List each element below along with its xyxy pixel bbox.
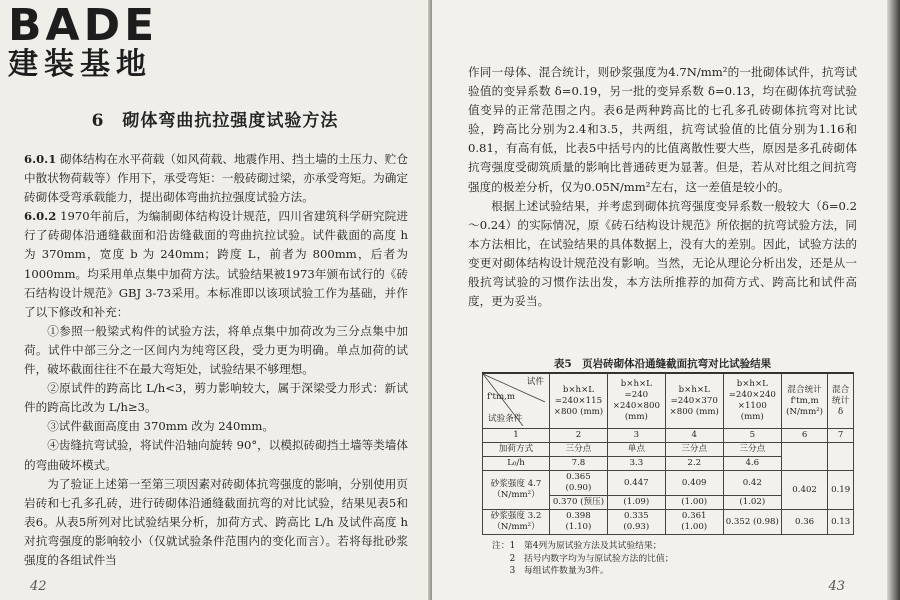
table-cell: 0.365 (0.90) xyxy=(550,471,608,496)
table-cell-empty xyxy=(828,443,854,471)
clause-number: 6.0.2 xyxy=(24,209,57,224)
column-header: b×h×L =240×240 ×1100 (mm) xyxy=(723,373,781,429)
table-cell: 0.447 xyxy=(607,471,665,496)
note-line: 3 每组试件数量为3件。 xyxy=(492,566,609,576)
clause-text: 砌体结构在水平荷载（如风荷载、地震作用、挡土墙的土压力、贮仓中散状物荷载等）作用下，承受弯矩：一般砖砌过梁，亦承受弯矩。为确定砖砌体受弯承载能力，提出砌体弯曲抗拉强度试验方法。 xyxy=(24,152,408,205)
page-edge xyxy=(887,0,900,600)
table-cell: 0.19 xyxy=(828,471,854,510)
table-row xyxy=(483,429,854,443)
table-cell: 0.409 xyxy=(665,471,723,496)
row-label: 砂浆强度 3.2（N/mm²） xyxy=(483,510,550,535)
table-cell: (1.09) xyxy=(607,496,665,510)
table-cell: 0.370 (预压) xyxy=(550,496,608,510)
page-number-left: 42 xyxy=(30,579,47,594)
logo-text-cn: 建装基地 xyxy=(8,47,152,82)
table-cell: 0.335 (0.93) xyxy=(607,510,665,535)
table-cell: 3.3 xyxy=(607,457,665,471)
table-cell: 7.8 xyxy=(550,457,608,471)
table-cell: 0.402 xyxy=(781,471,827,510)
col-number: 4 xyxy=(665,429,723,443)
table-cell: 0.361 (1.00) xyxy=(665,510,723,535)
row-label: 砂浆强度 4.7（N/mm²） xyxy=(483,471,550,510)
col-number: 6 xyxy=(781,429,827,443)
list-item-3: ③试件截面高度由 370mm 改为 240mm。 xyxy=(47,419,275,434)
table-cell: 0.13 xyxy=(828,510,854,535)
table-row xyxy=(483,443,854,457)
table-5 xyxy=(482,372,854,535)
clause-6-0-1 xyxy=(24,150,408,207)
chapter-title: 6 砌体弯曲抗拉强度试验方法 xyxy=(91,111,339,131)
list-item-1: ①参照一般梁式构件的试验方法，将单点集中加荷改为三分点集中加荷。试件中部三分之一区间内为纯弯区段，受力更为明确。单点加荷的试件，破坏截面往往不在最大弯矩处，试验结果不够理想。 xyxy=(24,323,408,377)
right-body xyxy=(468,63,857,311)
column-header: 混合统计 f'tm,m (N/mm²) xyxy=(781,373,827,429)
col-number: 2 xyxy=(550,429,608,443)
row-label: L₀/h xyxy=(483,457,550,471)
table-notes xyxy=(492,540,674,578)
table-row xyxy=(483,471,854,496)
col-number: 7 xyxy=(828,429,854,443)
clause-text: 1970年前后，为编制砌体结构设计规范，四川省建筑科学研究院进行了砖砌体沿通缝截面和沿齿缝截面的弯曲抗拉试验。试件截面的高度 h 为 370mm，宽度 b 为 240mm；跨度 L，前者为 800mm，后者为 1000mm。均采用单点集中加荷方法。试验结果被1973年颁布试行的《砖石结构设计规范》GBJ 3-73采用。本标准即以该项试验工作为基础，并作了以下修改和补充： xyxy=(24,209,408,319)
left-body xyxy=(24,150,408,570)
table-cell: 0.398 (1.10) xyxy=(550,510,608,535)
col-number: 3 xyxy=(607,429,665,443)
clause-6-0-2 xyxy=(24,207,408,322)
page-number-right: 43 xyxy=(828,579,845,594)
table-caption: 表5 页岩砖砌体沿通缝截面抗弯对比试验结果 xyxy=(553,358,772,370)
list-item-4: ④齿缝抗弯试验，将试件沿轴向旋转 90°，以模拟砖砌挡土墙等类墙体的弯曲破坏模式。 xyxy=(24,438,408,472)
column-header: b×h×L =240×370 ×800 (mm) xyxy=(665,373,723,429)
column-header: b×h×L =240×115 ×800 (mm) xyxy=(550,373,608,429)
column-header: 混合统计 δ xyxy=(828,373,854,429)
table-cell: (1.02) xyxy=(723,496,781,510)
table-cell: 4.6 xyxy=(723,457,781,471)
logo-text-en: BADE xyxy=(8,0,159,51)
bade-logo xyxy=(8,0,178,82)
table-cell: (1.00) xyxy=(665,496,723,510)
note-line: 注：1 第4列为原试验方法及其试验结果； xyxy=(492,541,662,551)
table-cell: 三分点 xyxy=(550,443,608,457)
table-cell: 2.2 xyxy=(665,457,723,471)
table-cell: 三分点 xyxy=(723,443,781,457)
paragraph: 作同一母体、混合统计，则砂浆强度为4.7N/mm²的一批砌体试件，抗弯试验值的变异系数 δ=0.19，另一批的变异系数 δ=0.13，均在砌体抗弯试验值变异的正常范围之内。表6是两种跨高比的七孔多孔砖砌体抗弯对比试验，跨高比分别为2.4和3.5，共两组，抗弯试验值的比值分别为1.16和0.81，有高有低，比表5中括号内的比值离散性要大些，原因是多孔砖砌体抗弯强度受砌筑质量的影响比普通砖更为显著。但是，若从对比组之间抗弯强度的极差分析，仅为0.05N/mm²左右，这一差值是较小的。 xyxy=(468,65,857,194)
clause-number: 6.0.1 xyxy=(24,152,57,166)
left-page xyxy=(0,0,430,600)
table-header-row xyxy=(483,373,854,429)
col-number: 5 xyxy=(723,429,781,443)
column-header: b×h×L =240 ×240×800 (mm) xyxy=(607,373,665,429)
corner-label-bottom: 试验条件 xyxy=(488,414,523,424)
corner-label-top: 试件 xyxy=(526,377,544,387)
table-row xyxy=(483,510,854,535)
row-label: 加荷方式 xyxy=(483,443,550,457)
table-corner-cell xyxy=(483,373,550,429)
table-cell: 0.42 xyxy=(723,471,781,496)
paragraph: 根据上述试验结果，并考虑到砌体抗弯强度变异系数一般较大（δ=0.2～0.24）的实际情况，原《砖石结构设计规范》所依据的抗弯试验方法，同本方法相比，在试验结果的具体数据上，没有大的差别。因此，试验方法的变更对砌体结构设计规范没有影响。当然，无论从理论分析出发，还是从一般抗弯试验的习惯作法出发，本方法所推荐的加荷方式、跨高比和试件高度，更为妥当。 xyxy=(468,198,857,309)
list-item-2: ②原试件的跨高比 L/h<3，剪力影响较大，属于深梁受力形式：新试件的跨高比改为 L/h≥3。 xyxy=(24,381,408,415)
note-line: 2 括号内数字均为与原试验方法的比值； xyxy=(492,553,674,564)
col-number: 1 xyxy=(483,429,550,443)
table-cell-empty xyxy=(781,443,827,471)
table-cell: 0.36 xyxy=(781,510,827,535)
closing-paragraph: 为了验证上述第一至第三项因素对砖砌体抗弯强度的影响，分别使用页岩砖和七孔多孔砖，进行砖砌体沿通缝截面抗弯的对比试验，结果见表5和表6。从表5所列对比试验结果分析，加荷方式、跨高比 L/h 及试件高度 h 对抗弯强度的影响较小（仅就试验条件范围内的变化而言）。若将每批砂浆强度的各组试件当 xyxy=(24,476,408,567)
right-page xyxy=(432,0,887,600)
table-cell: 0.352 (0.98) xyxy=(723,510,781,535)
table-cell: 三分点 xyxy=(665,443,723,457)
table-cell: 单点 xyxy=(607,443,665,457)
corner-label-mid: f'tm,m xyxy=(487,392,516,402)
